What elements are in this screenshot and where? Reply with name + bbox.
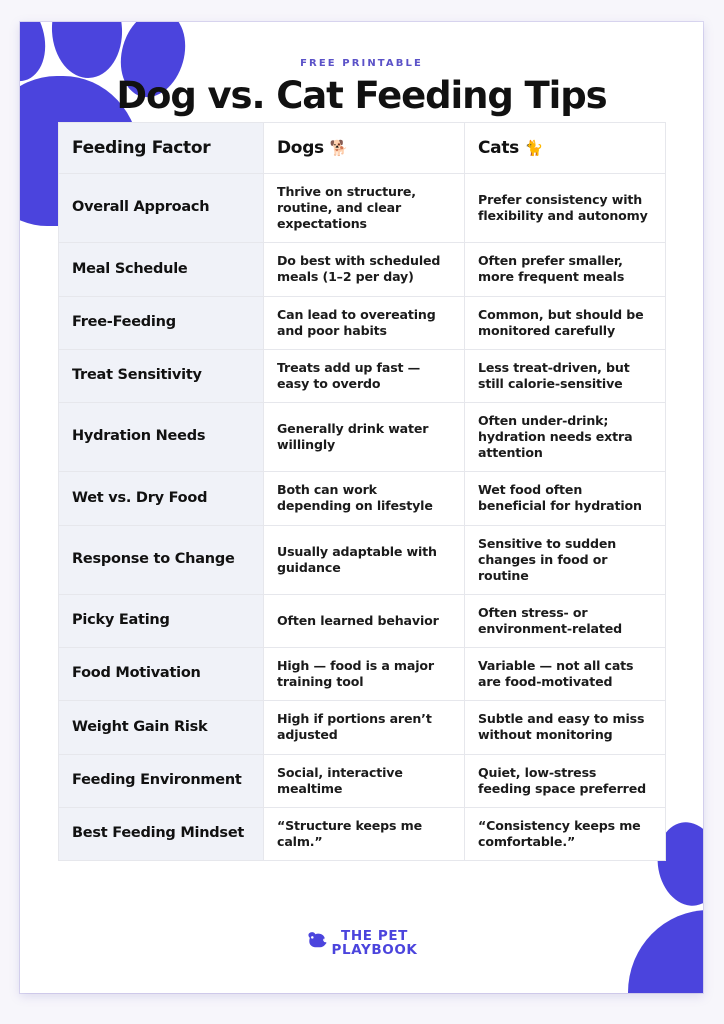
table-row [59,701,666,754]
brand-name-line2: PLAYBOOK [331,941,418,958]
printable-page [20,22,703,993]
table-row [59,296,666,349]
table-row [59,754,666,807]
cell-feeding-factor: Free-Feeding [59,296,264,349]
cell-feeding-factor: Overall Approach [59,174,264,243]
brand-name-line1: THE PET [341,928,408,944]
column-header-feeding-factor [59,123,264,174]
cell-dogs: High — food is a major training tool [264,648,465,701]
page-title: Dog vs. Cat Feeding Tips [116,74,607,117]
table-body [59,174,666,861]
column-header-dogs [264,123,465,174]
cell-feeding-factor: Feeding Environment [59,754,264,807]
cell-feeding-factor: Wet vs. Dry Food [59,472,264,525]
cell-dogs: Usually adaptable with guidance [264,525,465,594]
cell-dogs: Both can work depending on lifestyle [264,472,465,525]
cell-dogs: Often learned behavior [264,594,465,647]
cell-cats: Subtle and easy to miss without monitoring [465,701,666,754]
cell-dogs: Generally drink water willingly [264,402,465,471]
cell-feeding-factor: Treat Sensitivity [59,349,264,402]
brand-name [332,930,418,958]
cell-cats: “Consistency keeps me comfortable.” [465,807,666,860]
cell-dogs: Treats add up fast — easy to overdo [264,349,465,402]
eyebrow-label: FREE PRINTABLE [300,58,423,69]
table-row [59,525,666,594]
cell-cats: Prefer consistency with flexibility and autonomy [465,174,666,243]
cell-cats: Common, but should be monitored carefully [465,296,666,349]
cell-dogs: Do best with scheduled meals (1–2 per day) [264,243,465,296]
cell-cats: Sensitive to sudden changes in food or routine [465,525,666,594]
cell-feeding-factor: Food Motivation [59,648,264,701]
table-row [59,349,666,402]
cell-feeding-factor: Response to Change [59,525,264,594]
cell-cats: Often under-drink; hydration needs extra attention [465,402,666,471]
cell-dogs: Can lead to overeating and poor habits [264,296,465,349]
cell-feeding-factor: Weight Gain Risk [59,701,264,754]
cell-dogs: Thrive on structure, routine, and clear expectations [264,174,465,243]
brand-logo [306,930,418,958]
column-header-label: Cats [478,138,519,158]
cell-feeding-factor: Hydration Needs [59,402,264,471]
cell-dogs: “Structure keeps me calm.” [264,807,465,860]
table-row [59,243,666,296]
cat-icon: 🐈 [524,139,544,157]
dog-head-icon [306,931,332,953]
table-row [59,594,666,647]
cell-dogs: High if portions aren’t adjusted [264,701,465,754]
cell-cats: Often prefer smaller, more frequent meals [465,243,666,296]
cell-cats: Variable — not all cats are food-motivated [465,648,666,701]
comparison-table [58,122,666,861]
table-head [59,123,666,174]
column-header-cats [465,123,666,174]
cell-cats: Less treat-driven, but still calorie-sensitive [465,349,666,402]
cell-cats: Wet food often beneficial for hydration [465,472,666,525]
table-row [59,174,666,243]
table-row [59,648,666,701]
cell-dogs: Social, interactive mealtime [264,754,465,807]
cell-cats: Quiet, low-stress feeding space preferred [465,754,666,807]
dog-icon: 🐕 [329,139,348,157]
table-row [59,807,666,860]
column-header-label: Feeding Factor [72,138,211,158]
cell-cats: Often stress- or environment-related [465,594,666,647]
table-header-row [59,123,666,174]
table-row [59,402,666,471]
cell-feeding-factor: Meal Schedule [59,243,264,296]
page-footer [20,930,703,959]
page-header [20,22,703,117]
table-row [59,472,666,525]
cell-feeding-factor: Best Feeding Mindset [59,807,264,860]
column-header-label: Dogs [277,138,324,158]
comparison-table-wrapper [58,122,665,861]
cell-feeding-factor: Picky Eating [59,594,264,647]
